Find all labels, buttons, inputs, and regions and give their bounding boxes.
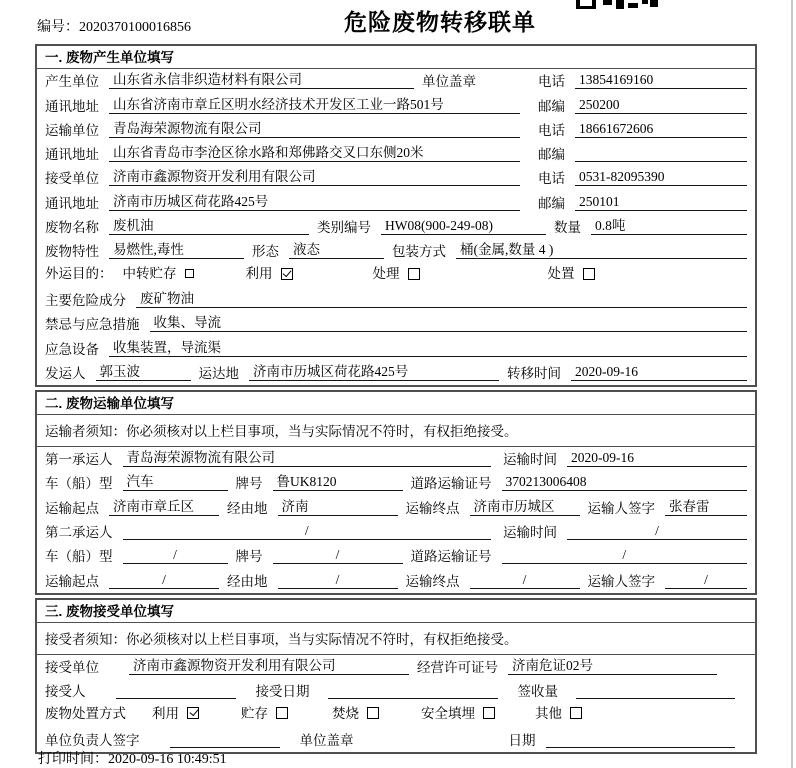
- phone-value: 13854169160: [575, 72, 747, 89]
- right-field-group: [532, 194, 747, 211]
- terminus-value: /: [470, 572, 580, 589]
- right-field-group: [532, 169, 747, 186]
- zip-label: 邮编: [538, 147, 565, 163]
- date-label: 日期: [508, 732, 536, 748]
- transport-time-value: /: [567, 523, 747, 540]
- print-time-label: 打印时间：: [38, 752, 108, 767]
- form-row-waste-name: [37, 215, 755, 239]
- print-time: [38, 748, 227, 768]
- plate-number-label: 牌号: [235, 549, 263, 565]
- form-row-waste-character: [37, 239, 755, 263]
- via-value: 济南: [278, 499, 398, 516]
- page-edge-line: [791, 0, 793, 768]
- address-label: 通讯地址: [45, 98, 99, 114]
- waste-name-label: 废物名称: [45, 220, 99, 236]
- taboo-measures-label: 禁忌与应急措施: [45, 317, 140, 333]
- address-label: 通讯地址: [45, 195, 99, 211]
- checkbox-option: [332, 706, 379, 721]
- checkbox-option-label: 安全填埋: [421, 705, 475, 721]
- section-producer: [35, 44, 757, 387]
- page-title: 危险废物转移联单: [344, 9, 536, 35]
- signed-quantity-value: [576, 683, 735, 699]
- section2-header: 二. 废物运输单位填写: [37, 392, 755, 415]
- form-row-carrier2: [37, 520, 755, 544]
- form-row-receive-unit: [37, 655, 755, 679]
- quantity-label: 数量: [554, 220, 581, 236]
- checkbox-unchecked-icon: [483, 707, 495, 719]
- receiver-person-value: [116, 683, 236, 699]
- checkbox-unchecked-icon: [367, 707, 379, 719]
- section-receiver: [35, 598, 757, 754]
- form-row-transporter: [37, 118, 755, 142]
- transfer-time-label: 转移时间: [507, 365, 561, 381]
- first-carrier-value: 青岛海荣源物流有限公司: [123, 450, 492, 467]
- unit-seal-label: 单位盖章: [299, 732, 354, 748]
- license-number-label: 经营许可证号: [417, 659, 498, 675]
- vehicle-type-value: 汽车: [123, 474, 228, 491]
- doc-number-value: 2020370100016856: [79, 20, 191, 35]
- purpose-checkbox-group: [123, 266, 595, 281]
- origin-label: 运输起点: [45, 573, 99, 589]
- qr-code-fragment-icon: [576, 0, 658, 9]
- signed-quantity-label: 签收量: [517, 684, 558, 700]
- via-label: 经由地: [227, 573, 268, 589]
- second-carrier-label: 第二承运人: [45, 525, 113, 541]
- waste-character-label: 废物特性: [45, 244, 99, 260]
- form-state-value: 液态: [289, 242, 384, 259]
- via-value: /: [278, 572, 398, 589]
- zip-value: 250101: [575, 194, 747, 211]
- zip-label: 邮编: [538, 98, 565, 114]
- checkbox-option-label: 处理: [372, 266, 400, 282]
- responsible-signature-value: [170, 732, 280, 748]
- plate-number-value: 鲁UK8120: [273, 474, 403, 491]
- checkbox-option: [246, 266, 293, 281]
- transport-time-label: 运输时间: [503, 525, 557, 541]
- packing-label: 包装方式: [392, 244, 446, 260]
- checkbox-option: [373, 266, 420, 281]
- right-field-group: [532, 97, 747, 114]
- receive-unit-value: 济南市鑫源物资开发利用有限公司: [109, 169, 520, 186]
- checkbox-option: [421, 706, 495, 721]
- waste-character-value: 易燃性,毒性: [109, 242, 244, 259]
- checkbox-checked-icon: [281, 268, 293, 280]
- plate-number-value: /: [273, 547, 403, 564]
- origin-label: 运输起点: [45, 500, 99, 516]
- receiver-person-label: 接受人: [45, 684, 86, 700]
- form-row-receiver: [37, 166, 755, 190]
- receive-date-label: 接受日期: [255, 684, 310, 700]
- date-value: [546, 732, 736, 748]
- destination-value: 济南市历城区荷花路425号: [249, 364, 499, 381]
- disposal-method-label: 废物处置方式: [45, 705, 126, 721]
- form-row-vehicle1: [37, 471, 755, 495]
- checkbox-option-label: 处置: [547, 266, 575, 282]
- checkbox-unchecked-icon: [276, 707, 288, 719]
- category-code-value: HW08(900-249-08): [381, 218, 546, 235]
- zip-label: 邮编: [538, 195, 565, 211]
- origin-value: /: [109, 572, 219, 589]
- carrier-signature-label: 运输人签字: [587, 500, 655, 516]
- first-carrier-label: 第一承运人: [45, 452, 113, 468]
- form-row-receiver-address: [37, 190, 755, 214]
- form-row-producer-address: [37, 93, 755, 117]
- form-row-carrier1: [37, 447, 755, 471]
- transporter-notice: 运输者须知：你必须核对以上栏目事项，当与实际情况不符时，有权拒绝接受。: [37, 415, 755, 447]
- right-field-group: [532, 146, 747, 162]
- right-field-group: [532, 72, 747, 89]
- road-permit-value: /: [502, 547, 748, 564]
- form-row-taboo: [37, 312, 755, 336]
- checkbox-option: [241, 706, 288, 721]
- second-carrier-value: /: [123, 523, 492, 540]
- emergency-equipment-label: 应急设备: [45, 341, 99, 357]
- carrier-signature-label: 运输人签字: [587, 573, 655, 589]
- form-row-vehicle2: [37, 544, 755, 568]
- carrier-signature-value: 张春雷: [665, 499, 747, 516]
- checkbox-option: [548, 266, 595, 281]
- checkbox-checked-icon: [187, 707, 199, 719]
- carrier-signature-value: /: [665, 572, 747, 589]
- vehicle-type-label: 车（船）型: [45, 549, 113, 565]
- destination-label: 运达地: [198, 365, 239, 381]
- disposal-checkbox-group: [136, 706, 582, 721]
- section-transporter: [35, 390, 757, 595]
- road-permit-value: 370213006408: [502, 474, 748, 491]
- phone-label: 电话: [538, 74, 565, 90]
- road-permit-label: 道路运输证号: [410, 476, 492, 492]
- address-value: 山东省青岛市李沧区徐水路和郑佛路交叉口东侧20米: [109, 145, 520, 162]
- transport-time-label: 运输时间: [503, 452, 557, 468]
- checkbox-option-label: 利用: [245, 266, 273, 282]
- section3-header: 三. 废物接受单位填写: [37, 600, 755, 623]
- receive-unit-label: 接受单位: [45, 171, 99, 187]
- receiver-notice: 接受者须知：你必须核对以上栏目事项，当与实际情况不符时，有权拒绝接受。: [37, 623, 755, 655]
- checkbox-unchecked-icon: [570, 707, 582, 719]
- receive-unit-label: 接受单位: [45, 659, 99, 675]
- producer-unit-value: 山东省永信非织造材料有限公司: [109, 72, 414, 89]
- zip-value: [575, 146, 747, 162]
- sender-label: 发运人: [45, 365, 86, 381]
- checkbox-option-label: 利用: [152, 705, 179, 721]
- receive-unit-value: 济南市鑫源物资开发利用有限公司: [129, 658, 409, 675]
- form-state-label: 形态: [252, 244, 279, 260]
- terminus-value: 济南市历城区: [470, 499, 580, 516]
- packing-value: 桶(金属,数量 4 ): [456, 242, 747, 259]
- checkbox-option: [123, 266, 194, 281]
- address-value: 山东省济南市章丘区明水经济技术开发区工业一路501号: [109, 97, 520, 114]
- form-row-transporter-address: [37, 142, 755, 166]
- terminus-label: 运输终点: [405, 573, 460, 589]
- via-label: 经由地: [227, 500, 268, 516]
- road-permit-label: 道路运输证号: [410, 549, 492, 565]
- receive-date-value: [328, 683, 498, 699]
- form-row-sender: [37, 361, 755, 385]
- checkbox-unchecked-icon: [408, 268, 420, 280]
- doc-number-label: 编号：: [37, 20, 79, 35]
- phone-value: 18661672606: [575, 121, 747, 138]
- form-row-producer: [37, 69, 755, 93]
- license-number-value: 济南危证02号: [508, 658, 717, 675]
- terminus-label: 运输终点: [405, 500, 460, 516]
- category-code-label: 类别编号: [317, 220, 371, 236]
- responsible-signature-label: 单位负责人签字: [45, 732, 140, 748]
- transport-time-value: 2020-09-16: [567, 450, 747, 467]
- section1-header: 一. 废物产生单位填写: [37, 46, 755, 69]
- right-field-group: [532, 121, 747, 138]
- waste-name-value: 废机油: [109, 218, 309, 235]
- hazard-component-label: 主要危险成分: [45, 292, 126, 308]
- transport-unit-label: 运输单位: [45, 122, 99, 138]
- phone-label: 电话: [538, 171, 565, 187]
- checkbox-option-label: 焚烧: [332, 705, 359, 721]
- phone-label: 电话: [538, 122, 565, 138]
- origin-value: 济南市章丘区: [109, 499, 219, 516]
- form-row-equipment: [37, 336, 755, 360]
- vehicle-type-value: /: [123, 547, 228, 564]
- print-time-value: 2020-09-16 10:49:51: [108, 752, 227, 767]
- taboo-measures-value: 收集、导流: [150, 315, 748, 332]
- zip-value: 250200: [575, 97, 747, 114]
- emergency-equipment-value: 收集装置，导流渠: [109, 340, 747, 357]
- transport-unit-value: 青岛海荣源物流有限公司: [109, 121, 520, 138]
- purpose-label: 外运目的：: [45, 266, 113, 282]
- checkbox-option-label: 其他: [535, 705, 562, 721]
- checkbox-unchecked-icon: [583, 268, 595, 280]
- address-label: 通讯地址: [45, 147, 99, 163]
- checkbox-unchecked-icon: [185, 269, 194, 278]
- form-row-route2: [37, 568, 755, 592]
- form-row-receive-person: [37, 679, 755, 703]
- phone-value: 0531-82095390: [575, 169, 747, 186]
- address-value: 济南市历城区荷花路425号: [109, 194, 520, 211]
- quantity-value: 0.8吨: [591, 218, 747, 235]
- form-row-route1: [37, 495, 755, 519]
- unit-seal-label: 单位盖章: [422, 74, 476, 90]
- checkbox-option: [152, 706, 199, 721]
- form-row-purpose: [37, 263, 755, 287]
- form-row-hazard: [37, 288, 755, 312]
- sender-value: 郭玉波: [96, 364, 191, 381]
- hazard-component-value: 废矿物油: [136, 291, 747, 308]
- vehicle-type-label: 车（船）型: [45, 476, 113, 492]
- plate-number-label: 牌号: [235, 476, 263, 492]
- checkbox-option-label: 贮存: [241, 705, 268, 721]
- manifest-form: [35, 44, 757, 757]
- transfer-time-value: 2020-09-16: [571, 364, 747, 381]
- form-row-disposal: [37, 703, 755, 727]
- producer-unit-label: 产生单位: [45, 74, 99, 90]
- checkbox-option-label: 中转贮存: [122, 266, 177, 282]
- checkbox-option: [535, 706, 582, 721]
